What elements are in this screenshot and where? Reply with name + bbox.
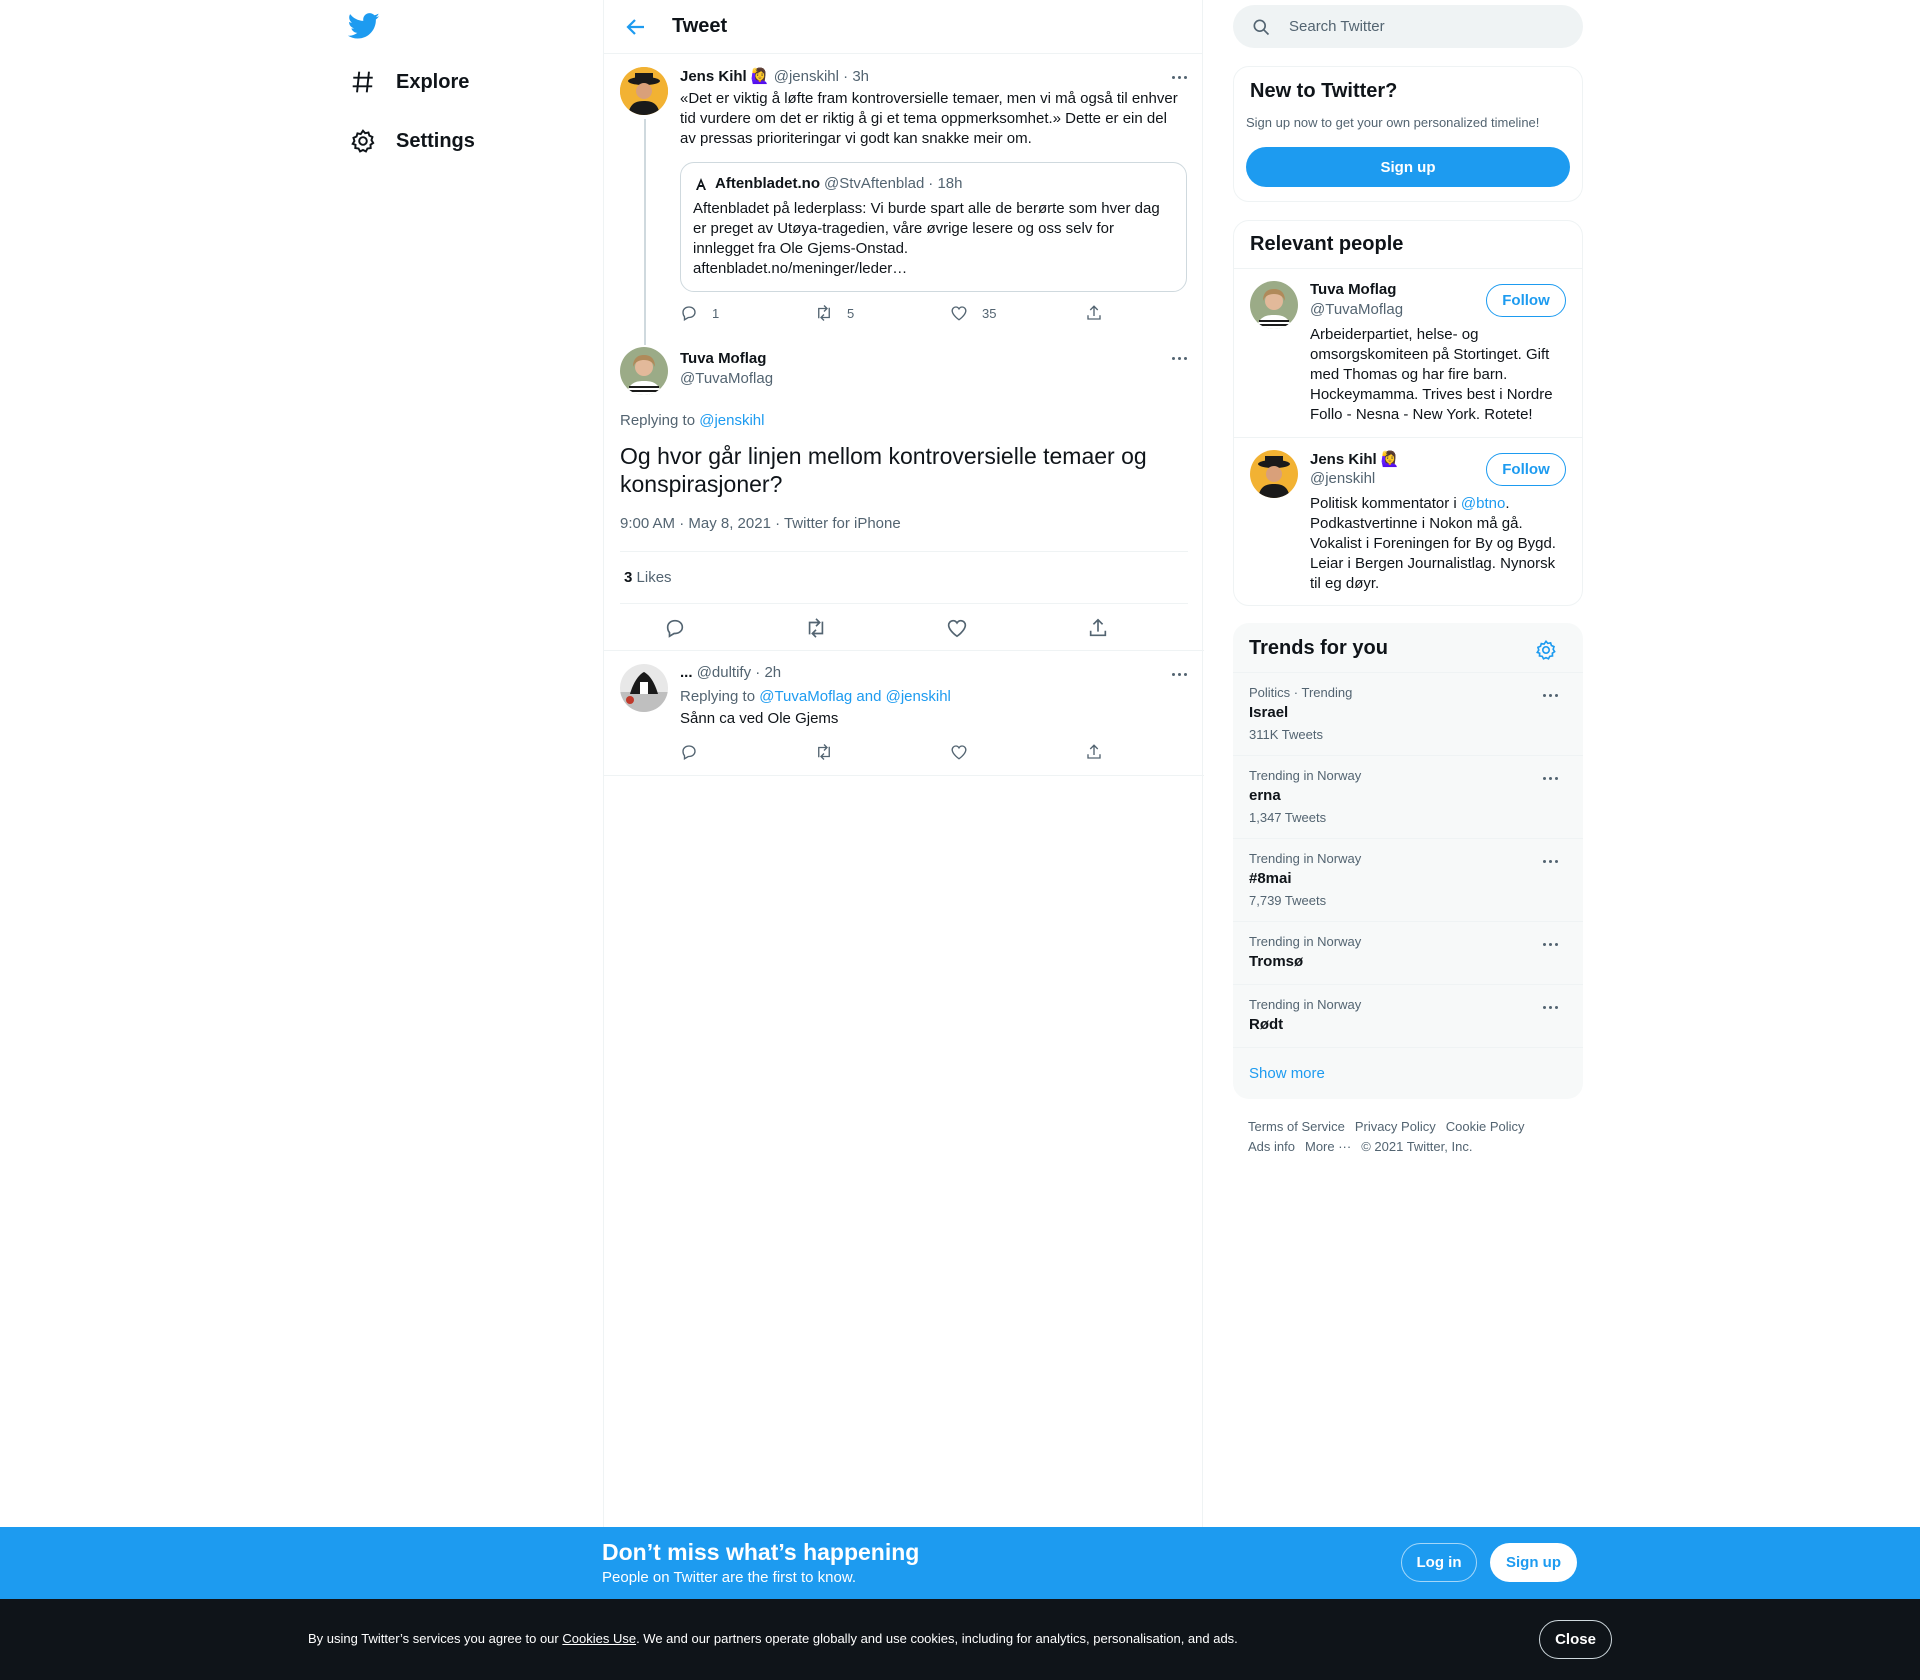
person-item[interactable] — [1234, 268, 1582, 437]
share-button[interactable] — [1085, 743, 1103, 761]
show-more-link[interactable]: Show more — [1249, 1065, 1325, 1082]
search-icon — [1251, 17, 1271, 37]
avatar-tuvamoflag[interactable] — [1250, 281, 1298, 329]
likes-summary[interactable] — [624, 569, 672, 586]
replying-prefix: Replying to — [680, 688, 756, 705]
author-name[interactable]: Jens Kihl — [680, 68, 747, 85]
heart-icon — [950, 743, 968, 761]
signup-bar — [0, 1527, 1920, 1599]
trend-count: 7,739 Tweets — [1249, 893, 1327, 908]
reply-icon[interactable] — [664, 617, 686, 639]
trend-name: #8mai — [1249, 870, 1292, 887]
replying-to — [680, 688, 951, 705]
divider — [620, 603, 1188, 604]
footer-links — [1248, 1117, 1568, 1157]
divider — [620, 551, 1188, 552]
like-count: 35 — [982, 305, 997, 321]
login-button[interactable]: Log in — [1401, 1543, 1477, 1582]
quote-author-name: Aftenbladet.no — [715, 175, 820, 192]
likes-count: 3 — [624, 569, 633, 586]
cookie-close-button[interactable]: Close — [1539, 1620, 1612, 1659]
person-handle[interactable]: @TuvaMoflag — [1310, 301, 1404, 318]
parent-tweet[interactable] — [604, 55, 1204, 345]
card-title: Relevant people — [1250, 233, 1404, 255]
author-name[interactable]: ... — [680, 664, 693, 681]
person-bio — [1310, 494, 1570, 594]
more-icon[interactable] — [1541, 997, 1561, 1017]
trend-name: Israel — [1249, 704, 1289, 721]
share-icon — [1085, 743, 1103, 761]
reply-count: 1 — [712, 305, 720, 321]
tweet-actions — [664, 617, 1144, 641]
tweet-meta[interactable]: 9:00 AM · May 8, 2021 · Twitter for iPhone — [620, 515, 901, 532]
share-icon[interactable] — [1087, 617, 1109, 639]
footer-more[interactable]: More ··· — [1304, 1139, 1352, 1154]
person-bio: Arbeiderpartiet, helse- og omsorgskomiteen på Stortinget. Gift med Thomas og har fire barn. Hockeymamma. Trives best i Nordre Follo - Nesna - New York. Rotete! — [1310, 326, 1553, 423]
follow-button[interactable]: Follow — [1486, 453, 1566, 486]
cookie-text-prefix: By using Twitter’s services you agree to our — [308, 1631, 563, 1646]
quoted-tweet[interactable] — [680, 162, 1187, 292]
signup-button[interactable]: Sign up — [1246, 147, 1570, 187]
tweet-time[interactable]: · 3h — [843, 68, 870, 85]
author-handle[interactable]: @dultify — [696, 664, 752, 681]
author-handle[interactable]: @jenskihl — [773, 68, 839, 85]
quote-author-handle: @StvAftenblad — [824, 175, 925, 192]
retweet-button[interactable] — [815, 304, 854, 322]
more-icon[interactable] — [1170, 348, 1190, 368]
author-emoji: 🙋‍♀️ — [750, 68, 770, 85]
gear-icon — [350, 128, 376, 154]
footer-terms[interactable]: Terms of Service — [1248, 1119, 1345, 1134]
nav-settings-label: Settings — [396, 129, 475, 152]
reply-tweet[interactable] — [604, 652, 1204, 776]
trends-card — [1233, 623, 1583, 1099]
retweet-button[interactable] — [815, 743, 833, 761]
person-item[interactable] — [1234, 437, 1582, 605]
main-column — [603, 0, 1203, 1527]
person-name[interactable]: Jens Kihl — [1310, 451, 1377, 468]
tweet-header — [680, 67, 869, 85]
quote-header — [693, 175, 963, 192]
search-input[interactable] — [1289, 18, 1559, 35]
trend-item[interactable] — [1233, 755, 1583, 838]
reply-button[interactable] — [680, 743, 698, 761]
more-icon[interactable] — [1541, 685, 1561, 705]
trend-context: Trending in Norway — [1249, 851, 1362, 866]
footer-privacy[interactable]: Privacy Policy — [1354, 1119, 1436, 1134]
nav-explore-label: Explore — [396, 70, 470, 93]
heart-icon[interactable] — [946, 617, 968, 639]
arrow-left-icon[interactable] — [624, 15, 648, 39]
quote-text — [693, 199, 1173, 279]
trend-item[interactable] — [1233, 921, 1583, 984]
author-handle[interactable]: @TuvaMoflag — [680, 370, 774, 387]
more-icon[interactable] — [1541, 934, 1561, 954]
trend-name: erna — [1249, 787, 1281, 804]
person-handle[interactable]: @jenskihl — [1310, 470, 1376, 487]
main-header — [604, 0, 1202, 54]
bio-text: Politisk kommentator i — [1310, 495, 1461, 512]
avatar-dultify[interactable] — [620, 664, 668, 712]
focus-tweet — [604, 345, 1204, 651]
cookie-bar — [0, 1599, 1920, 1680]
avatar-tuvamoflag[interactable] — [620, 347, 668, 395]
page-title: Tweet — [672, 15, 728, 37]
trend-context: Politics · Trending — [1249, 685, 1353, 700]
card-title: Trends for you — [1249, 637, 1388, 659]
footer-copyright: © 2021 Twitter, Inc. — [1361, 1139, 1473, 1154]
retweet-icon — [815, 743, 833, 761]
trend-count: 311K Tweets — [1249, 727, 1323, 742]
signup-bar-title: Don’t miss what’s happening — [602, 1539, 920, 1565]
trend-item[interactable] — [1233, 672, 1583, 755]
follow-button[interactable]: Follow — [1486, 284, 1566, 317]
trend-context: Trending in Norway — [1249, 768, 1362, 783]
new-to-twitter-card — [1233, 66, 1583, 202]
share-icon — [1085, 304, 1103, 322]
trend-item[interactable] — [1233, 838, 1583, 921]
cookie-text — [308, 1631, 1238, 1646]
nav-settings[interactable] — [350, 119, 475, 163]
replying-prefix: Replying to — [620, 412, 696, 429]
trend-item[interactable] — [1233, 984, 1583, 1047]
trend-name: Tromsø — [1249, 953, 1304, 970]
tweet-actions — [680, 743, 1120, 763]
trend-count: 1,347 Tweets — [1249, 810, 1327, 825]
replying-to-link[interactable]: @TuvaMoflag and @jenskihl — [759, 688, 951, 705]
footer-ads[interactable]: Ads info — [1248, 1139, 1295, 1154]
hashtag-icon — [350, 69, 376, 95]
author-name[interactable]: Tuva Moflag — [680, 350, 767, 367]
aftenbladet-logo-icon — [693, 176, 709, 192]
relevant-people-card — [1233, 220, 1583, 606]
tweet-time[interactable]: · 2h — [755, 664, 782, 681]
card-text: Sign up now to get your own personalized timeline! — [1246, 115, 1540, 130]
gear-icon[interactable] — [1535, 639, 1557, 661]
person-emoji: 🙋‍♀️ — [1380, 451, 1400, 468]
retweet-count: 5 — [847, 305, 855, 321]
cookie-text-suffix: . We and our partners operate globally and use cookies, including for analytics, personalisation, and ads. — [636, 1631, 1238, 1646]
avatar-jenskihl[interactable] — [620, 67, 668, 115]
bio-text: . Podkastvertinne i Nokon må gå. Vokalist i Foreningen for By og Bygd. Leiar i Bergen Journalistlag. Nynorsk til eg døyr. — [1310, 495, 1556, 592]
bio-link-btno[interactable]: @btno — [1460, 495, 1506, 512]
nav-explore[interactable] — [350, 60, 469, 104]
tweet-actions — [680, 304, 1120, 324]
tweet-text: «Det er viktig å løfte fram kontroversielle temaer, men vi må også til enhver tid vurdere om det er riktig å gi et tema oppmerksomhet.» Dette er ein del av pressas prioriteringar vi godt kan snakke meir om. — [680, 90, 1178, 147]
quote-body: Aftenbladet på lederplass: Vi burde spart alle de berørte som hver dag er preget av Utøya-tragedien, våre øvrige lesere og oss selv for innlegget fra Ole Gjems-Onstad. — [693, 200, 1160, 257]
trend-context: Trending in Norway — [1249, 997, 1362, 1012]
like-button[interactable] — [950, 304, 996, 322]
thread-line — [644, 119, 646, 345]
quote-time: · 18h — [928, 175, 963, 192]
signup-bar-button[interactable]: Sign up — [1490, 1543, 1577, 1582]
show-more-row — [1233, 1047, 1583, 1099]
trend-context: Trending in Norway — [1249, 934, 1362, 949]
trend-name: Rødt — [1249, 1016, 1284, 1033]
reply-icon — [680, 304, 698, 322]
search-box[interactable] — [1233, 5, 1583, 48]
person-name[interactable]: Tuva Moflag — [1310, 281, 1397, 298]
more-icon[interactable] — [1170, 67, 1190, 87]
retweet-icon[interactable] — [805, 617, 827, 639]
tweet-header — [680, 664, 781, 681]
footer-cookie[interactable]: Cookie Policy — [1445, 1119, 1525, 1134]
more-icon[interactable] — [1541, 851, 1561, 871]
card-title: New to Twitter? — [1250, 80, 1398, 102]
person-name-row — [1310, 450, 1400, 468]
heart-icon — [950, 304, 968, 322]
retweet-icon — [815, 304, 833, 322]
replying-to-link[interactable]: @jenskihl — [699, 412, 765, 429]
tweet-text: Og hvor går linjen mellom kontroversielle temaer og konspirasjoner? — [620, 443, 1147, 497]
more-icon[interactable] — [1170, 664, 1190, 684]
cookies-use-link[interactable]: Cookies Use — [562, 1631, 637, 1646]
quote-link: aftenbladet.no/meninger/leder… — [693, 260, 908, 277]
reply-button[interactable] — [680, 304, 719, 322]
likes-label: Likes — [636, 569, 672, 586]
like-button[interactable] — [950, 743, 968, 761]
signup-bar-subtitle: People on Twitter are the first to know. — [602, 1569, 857, 1586]
avatar-jenskihl[interactable] — [1250, 450, 1298, 498]
tweet-text: Sånn ca ved Ole Gjems — [680, 710, 839, 727]
twitter-logo-icon[interactable] — [348, 10, 380, 42]
share-button[interactable] — [1085, 304, 1103, 322]
reply-icon — [680, 743, 698, 761]
replying-to — [620, 412, 764, 429]
more-icon[interactable] — [1541, 768, 1561, 788]
